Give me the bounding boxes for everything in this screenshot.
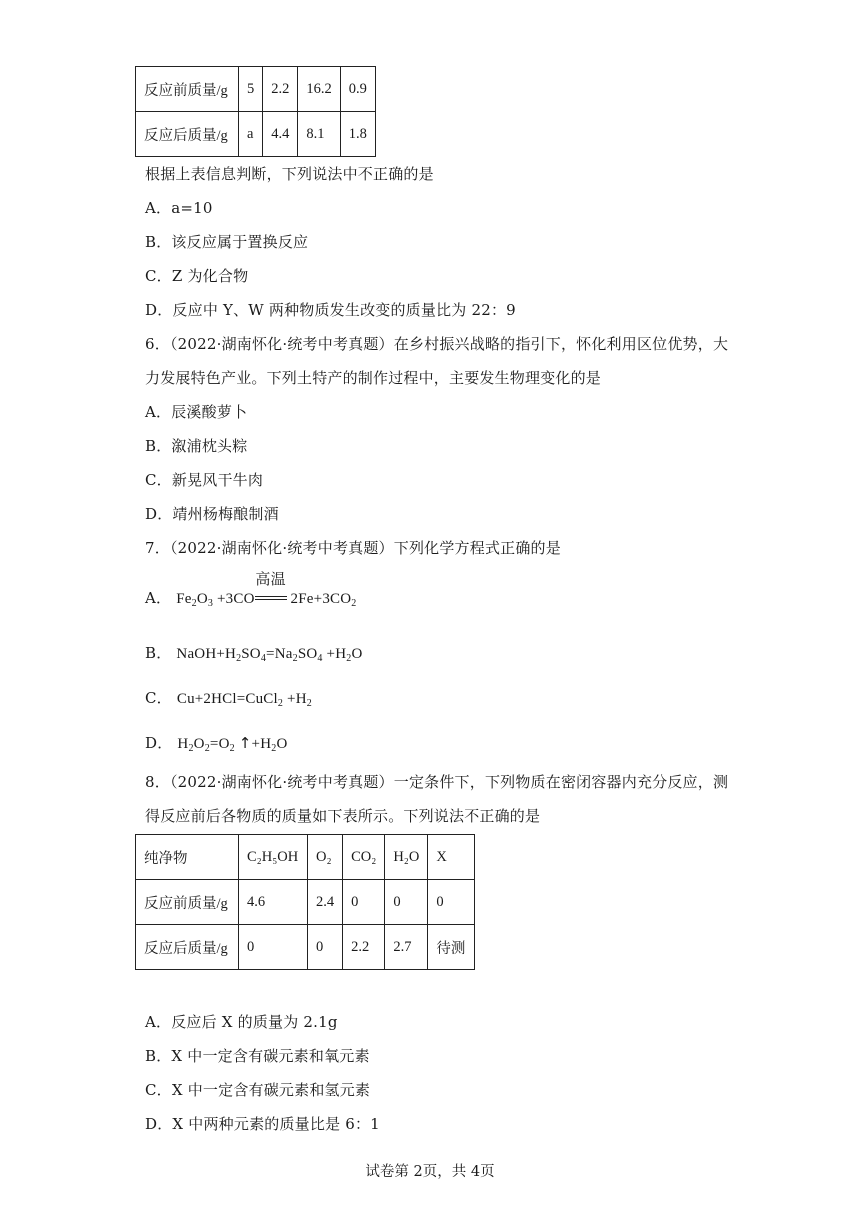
table-cell: 0 bbox=[239, 925, 308, 970]
table-row bbox=[136, 835, 475, 880]
table-cell: a bbox=[239, 112, 263, 157]
q8-option-a[interactable]: A．反应后 X 的质量为 2.1g bbox=[145, 1013, 338, 1031]
q7-stem: 7．（2022·湖南怀化·统考中考真题）下列化学方程式正确的是 bbox=[145, 539, 561, 557]
table-cell: 16.2 bbox=[298, 67, 340, 112]
q8-stem-line2: 得反应前后各物质的质量如下表所示。下列说法不正确的是 bbox=[145, 807, 541, 825]
q6-option-c[interactable]: C．新晃风干牛肉 bbox=[145, 471, 264, 489]
gas-arrow-icon: ↑ bbox=[238, 734, 252, 752]
table-cell: 4.6 bbox=[239, 880, 308, 925]
table-cell: O₂ bbox=[308, 835, 343, 880]
table-cell: 反应前质量/g bbox=[136, 880, 239, 925]
equation-d: $H_2O_2=O_2$ $↑+H_2O$ bbox=[177, 734, 288, 754]
q8-option-d[interactable]: D．X 中两种元素的质量比是 6：1 bbox=[145, 1115, 380, 1133]
table-cell: X bbox=[428, 835, 475, 880]
equals-double-line bbox=[255, 596, 287, 600]
option-letter: D． bbox=[145, 734, 173, 752]
table-cell: CO₂ bbox=[343, 835, 385, 880]
option-letter: B． bbox=[145, 644, 172, 662]
table-cell: 反应前质量/g bbox=[136, 67, 239, 112]
mass-table-q5 bbox=[135, 66, 376, 157]
reaction-condition: 高温 bbox=[255, 589, 287, 609]
table-cell: 4.4 bbox=[263, 112, 298, 157]
table-cell: 0.9 bbox=[340, 67, 375, 112]
q5-option-d[interactable]: D．反应中 Y、W 两种物质发生改变的质量比为 22：9 bbox=[145, 301, 516, 319]
q7-option-c[interactable] bbox=[145, 688, 312, 709]
q8-option-b[interactable]: B．X 中一定含有碳元素和氧元素 bbox=[145, 1047, 370, 1065]
table-row bbox=[136, 67, 376, 112]
table-cell: C₂H₅OH bbox=[239, 835, 308, 880]
q7-option-b[interactable] bbox=[145, 643, 363, 664]
table-cell: 8.1 bbox=[298, 112, 340, 157]
equation-c: Cu+2HCl=CuCl$_2$ $+H_2$ bbox=[176, 691, 312, 709]
option-letter: C． bbox=[145, 689, 172, 707]
page-footer: 试卷第 2页，共 4页 bbox=[365, 1164, 495, 1180]
table-cell: 5 bbox=[239, 67, 263, 112]
table-row bbox=[136, 880, 475, 925]
table-cell: 待测 bbox=[428, 925, 475, 970]
q6-stem-line1: 6．（2022·湖南怀化·统考中考真题）在乡村振兴战略的指引下，怀化利用区位优势，大 bbox=[145, 335, 729, 353]
equation-b: $NaOH+H_2SO_4=Na_2SO_4 +H_2O$ bbox=[176, 646, 363, 664]
q6-option-b[interactable]: B．溆浦枕头粽 bbox=[145, 437, 248, 455]
table-row bbox=[136, 112, 376, 157]
table-cell: 0 bbox=[385, 880, 428, 925]
q5-option-c[interactable]: C．Z 为化合物 bbox=[145, 267, 249, 285]
table-cell: 0 bbox=[428, 880, 475, 925]
table-cell: 反应后质量/g bbox=[136, 925, 239, 970]
q8-stem-line1: 8．（2022·湖南怀化·统考中考真题）一定条件下，下列物质在密闭容器内充分反应，测 bbox=[145, 773, 729, 791]
q5-option-a[interactable]: A．a=10 bbox=[145, 199, 213, 217]
table-cell: 2.4 bbox=[308, 880, 343, 925]
q7-option-a[interactable] bbox=[145, 570, 357, 609]
table-cell: H₂O bbox=[385, 835, 428, 880]
q6-option-d[interactable]: D．靖州杨梅酿制酒 bbox=[145, 505, 279, 523]
q5-option-b[interactable]: B．该反应属于置换反应 bbox=[145, 233, 309, 251]
table-cell: 2.7 bbox=[385, 925, 428, 970]
q6-option-a[interactable]: A．辰溪酸萝卜 bbox=[145, 403, 248, 421]
equation-a: $Fe_2O_3 +3CO$ 高温 $2Fe+3CO_2$ bbox=[176, 570, 357, 609]
q6-stem-line2: 力发展特色产业。下列土特产的制作过程中，主要发生物理变化的是 bbox=[145, 369, 602, 387]
table-row bbox=[136, 925, 475, 970]
table-cell: 反应后质量/g bbox=[136, 112, 239, 157]
table-cell: 1.8 bbox=[340, 112, 375, 157]
q7-option-d[interactable] bbox=[145, 733, 288, 754]
table-cell: 纯净物 bbox=[136, 835, 239, 880]
option-letter: A． bbox=[145, 589, 172, 607]
table-cell: 2.2 bbox=[343, 925, 385, 970]
mass-table-q8 bbox=[135, 834, 475, 970]
table-cell: 0 bbox=[308, 925, 343, 970]
q5-stem: 根据上表信息判断，下列说法中不正确的是 bbox=[145, 165, 434, 183]
table-cell: 2.2 bbox=[263, 67, 298, 112]
q8-option-c[interactable]: C．X 中一定含有碳元素和氢元素 bbox=[145, 1081, 371, 1099]
table-cell: 0 bbox=[343, 880, 385, 925]
